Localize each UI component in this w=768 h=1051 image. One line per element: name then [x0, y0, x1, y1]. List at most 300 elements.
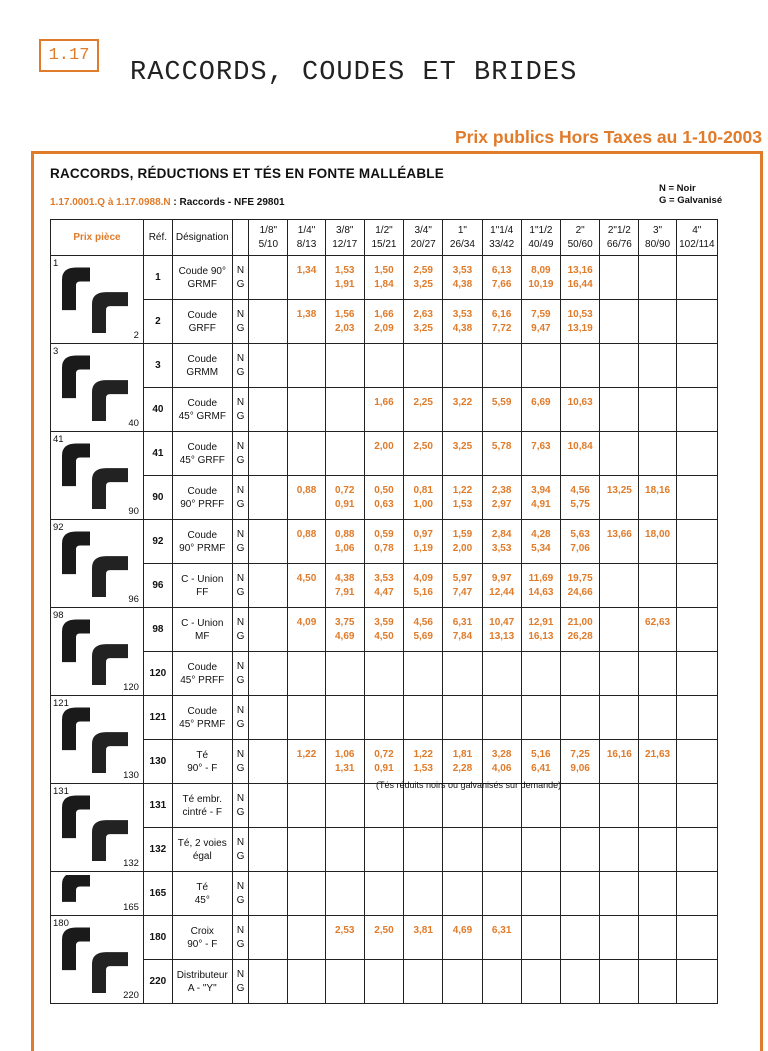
price-galva: [288, 718, 324, 732]
price-noir: [522, 660, 560, 674]
price-galva: [365, 410, 403, 424]
price-galva: [404, 806, 442, 820]
price-noir: 18,16: [645, 484, 671, 496]
price-galva: [522, 454, 560, 468]
price-cell: [443, 872, 482, 916]
price-cell: [364, 916, 403, 960]
row-ref: 40: [143, 388, 172, 432]
price-noir: [639, 880, 675, 894]
size-mm: 40/49: [528, 238, 554, 250]
price-galva: [483, 806, 521, 820]
finish-noir: N: [236, 484, 245, 496]
designation-line: Té: [196, 881, 209, 893]
price-galva: [522, 366, 560, 380]
price-galva: [404, 410, 442, 424]
price-galva: [443, 674, 481, 688]
size-inch: 4": [692, 224, 702, 236]
designation-line: Coude 90°: [178, 265, 226, 277]
price-galva: 7,66: [491, 278, 512, 290]
price-noir: [326, 836, 364, 850]
table-row: [51, 608, 718, 652]
price-cell: [404, 960, 443, 1004]
price-noir: 5,59: [491, 396, 512, 408]
designation-line: 45° PRMF: [179, 718, 226, 730]
price-cell: [561, 432, 600, 476]
price-galva: [677, 410, 717, 424]
price-galva: [326, 454, 364, 468]
price-galva: [288, 454, 324, 468]
price-noir: [249, 836, 287, 850]
designation-line: FF: [196, 586, 209, 598]
finish-galva: G: [236, 542, 245, 554]
price-galva: [326, 718, 364, 732]
finish-noir: N: [236, 352, 245, 364]
row-finish: [232, 564, 249, 608]
row-designation: [172, 740, 232, 784]
price-cell: [325, 696, 364, 740]
price-cell: [288, 740, 325, 784]
price-noir: 0,88: [334, 528, 355, 540]
price-noir: 7,63: [531, 440, 551, 452]
price-noir: 11,69: [528, 572, 554, 584]
designation-line: GRMF: [187, 278, 217, 290]
price-cell: [561, 344, 600, 388]
price-galva: [326, 850, 364, 864]
price-noir: [677, 484, 717, 498]
price-noir: 10,84: [567, 440, 593, 452]
price-cell: [443, 256, 482, 300]
price-galva: 12,44: [489, 586, 515, 598]
price-cell: [600, 652, 639, 696]
price-galva: 0,78: [374, 542, 394, 554]
price-noir: 1,66: [374, 396, 394, 408]
illustration-label: 96: [128, 594, 139, 605]
price-cell: [639, 388, 676, 432]
table-row: [51, 476, 718, 520]
price-noir: [600, 704, 638, 718]
price-galva: [443, 850, 481, 864]
price-cell: [521, 740, 560, 784]
price-cell: [561, 520, 600, 564]
price-cell: [249, 828, 288, 872]
price-noir: 4,28: [531, 528, 551, 540]
price-cell: [600, 388, 639, 432]
price-noir: 16,16: [606, 748, 632, 760]
price-cell: [288, 432, 325, 476]
price-noir: [677, 748, 717, 762]
price-noir: 3,53: [374, 572, 394, 584]
price-noir: 1,22: [296, 748, 317, 760]
price-galva: [677, 762, 717, 776]
price-galva: [365, 454, 403, 468]
price-cell: [482, 784, 521, 828]
price-noir: 0,59: [374, 528, 394, 540]
price-cell: [482, 696, 521, 740]
price-galva: [561, 850, 599, 864]
price-galva: [600, 806, 638, 820]
size-inch: 3/8": [336, 224, 354, 236]
price-noir: 2,00: [374, 440, 394, 452]
price-noir: [561, 660, 599, 674]
price-galva: 16,13: [528, 630, 554, 642]
price-galva: [522, 982, 560, 996]
price-galva: [365, 894, 403, 908]
price-galva: 0,91: [374, 762, 394, 774]
price-noir: [288, 660, 324, 674]
price-noir: 4,09: [413, 572, 433, 584]
price-noir: [483, 792, 521, 806]
price-galva: 7,84: [452, 630, 473, 642]
price-galva: [249, 322, 287, 336]
price-galva: [483, 718, 521, 732]
price-cell: [249, 432, 288, 476]
price-noir: 1,50: [374, 264, 394, 276]
table-row: [51, 432, 718, 476]
price-galva: [561, 410, 599, 424]
price-cell: [249, 256, 288, 300]
designation-line: Té: [196, 749, 209, 761]
row-designation: [172, 564, 232, 608]
price-noir: [288, 396, 324, 410]
illustration-label: 132: [123, 858, 139, 869]
price-galva: [326, 806, 364, 820]
row-finish: [232, 300, 249, 344]
price-galva: [249, 806, 287, 820]
pipe-fitting-icon: [54, 435, 138, 517]
fitting-illustration-cell: [51, 784, 144, 872]
col-prix-piece: Prix pièce: [51, 220, 144, 256]
price-galva: [326, 674, 364, 688]
price-galva: 9,06: [570, 762, 590, 774]
designation-line: Coude: [187, 353, 217, 365]
price-noir: 19,75: [567, 572, 593, 584]
fitting-illustration-cell: [51, 256, 144, 344]
price-noir: [561, 880, 599, 894]
price-galva: [677, 806, 717, 820]
row-finish: [232, 872, 249, 916]
table-row: [51, 520, 718, 564]
price-galva: [443, 366, 481, 380]
price-cell: [600, 564, 639, 608]
price-cell: [325, 344, 364, 388]
price-noir: 1,53: [334, 264, 355, 276]
price-noir: 0,50: [374, 484, 394, 496]
price-galva: [404, 718, 442, 732]
row-ref: 132: [143, 828, 172, 872]
price-noir: 0,97: [413, 528, 433, 540]
price-cell: [482, 916, 521, 960]
price-noir: [639, 264, 675, 278]
price-cell: [443, 652, 482, 696]
price-galva: 2,28: [452, 762, 473, 774]
table-row: [51, 960, 718, 1004]
price-cell: [521, 608, 560, 652]
price-cell: [249, 388, 288, 432]
price-galva: 3,25: [413, 278, 433, 290]
price-noir: 1,56: [334, 308, 355, 320]
col-ref: Réf.: [143, 220, 172, 256]
pipe-fitting-icon: [54, 875, 138, 913]
legend-noir: N = Noir: [659, 183, 696, 194]
price-galva: [522, 718, 560, 732]
price-noir: [249, 308, 287, 322]
price-noir: 1,59: [452, 528, 473, 540]
price-noir: [249, 484, 287, 498]
price-galva: 0,91: [334, 498, 355, 510]
price-cell: [521, 696, 560, 740]
price-noir: 4,56: [570, 484, 590, 496]
price-cell: [482, 960, 521, 1004]
size-inch: 1/8": [259, 224, 278, 236]
size-mm: 102/114: [679, 238, 715, 250]
price-cell: [404, 256, 443, 300]
price-galva: 0,63: [374, 498, 394, 510]
col-size: [676, 220, 717, 256]
price-galva: [483, 674, 521, 688]
section-number: 1.17: [39, 39, 99, 72]
price-cell: [561, 256, 600, 300]
col-size: [288, 220, 325, 256]
finish-galva: G: [236, 322, 245, 334]
price-noir: [677, 660, 717, 674]
price-galva: 1,19: [413, 542, 433, 554]
price-galva: [326, 894, 364, 908]
price-noir: 62,63: [645, 616, 671, 628]
price-cell: [404, 564, 443, 608]
col-designation: Désignation: [172, 220, 232, 256]
price-noir: [365, 968, 403, 982]
size-mm: 66/76: [606, 238, 632, 250]
designation-line: égal: [192, 850, 212, 862]
price-noir: 3,22: [452, 396, 473, 408]
price-cell: [288, 476, 325, 520]
price-galva: [326, 366, 364, 380]
price-galva: 7,06: [570, 542, 590, 554]
page-title: RACCORDS, COUDES ET BRIDES: [130, 58, 578, 88]
price-galva: 5,69: [413, 630, 433, 642]
price-noir: [639, 352, 675, 366]
price-galva: [561, 982, 599, 996]
price-cell: [676, 564, 717, 608]
price-noir: [443, 352, 481, 366]
price-cell: [561, 784, 600, 828]
price-galva: 13,13: [489, 630, 515, 642]
price-noir: [600, 836, 638, 850]
price-noir: 3,25: [452, 440, 473, 452]
price-galva: [639, 542, 675, 556]
price-galva: [522, 806, 560, 820]
price-galva: [600, 674, 638, 688]
price-galva: [639, 674, 675, 688]
price-galva: [404, 850, 442, 864]
price-noir: 0,81: [413, 484, 433, 496]
price-noir: [677, 880, 717, 894]
price-cell: [561, 916, 600, 960]
size-inch: 1/4": [297, 224, 316, 236]
price-noir: [249, 968, 287, 982]
price-noir: [561, 968, 599, 982]
price-noir: [288, 352, 324, 366]
row-designation: [172, 872, 232, 916]
price-cell: [364, 432, 403, 476]
price-cell: [364, 608, 403, 652]
price-galva: [600, 586, 638, 600]
finish-noir: N: [236, 660, 245, 672]
designation-line: Coude: [187, 485, 217, 497]
price-noir: [326, 880, 364, 894]
price-noir: [365, 704, 403, 718]
row-ref: 1: [143, 256, 172, 300]
price-noir: 7,59: [531, 308, 551, 320]
row-finish: [232, 608, 249, 652]
price-cell: [521, 344, 560, 388]
illustration-label: 121: [53, 698, 69, 709]
price-noir: 10,47: [489, 616, 515, 628]
price-cell: [288, 784, 325, 828]
price-cell: [325, 300, 364, 344]
table-row: [51, 300, 718, 344]
size-mm: 26/34: [449, 238, 475, 250]
illustration-label: 130: [123, 770, 139, 781]
size-inch: 1"1/4: [490, 224, 514, 236]
price-galva: [639, 762, 675, 776]
price-cell: [249, 652, 288, 696]
price-galva: [677, 366, 717, 380]
price-cell: [482, 300, 521, 344]
price-cell: [325, 740, 364, 784]
price-cell: [639, 696, 676, 740]
price-cell: [639, 740, 676, 784]
legend-galva: G = Galvanisé: [659, 195, 723, 206]
price-noir: [483, 836, 521, 850]
price-galva: [288, 674, 324, 688]
price-galva: [249, 718, 287, 732]
size-inch: 1/2": [375, 224, 393, 236]
price-cell: [521, 432, 560, 476]
price-noir: [365, 836, 403, 850]
price-galva: [404, 894, 442, 908]
price-galva: [288, 278, 324, 292]
price-galva: [483, 410, 521, 424]
price-cell: [482, 608, 521, 652]
legend: [659, 183, 722, 207]
price-galva: [600, 894, 638, 908]
finish-noir: N: [236, 836, 245, 848]
price-cell: [676, 872, 717, 916]
price-galva: 7,91: [334, 586, 355, 598]
price-cell: [364, 872, 403, 916]
price-galva: [404, 938, 442, 952]
price-cell: [639, 564, 676, 608]
finish-noir: N: [236, 924, 245, 936]
price-galva: 2,00: [452, 542, 473, 554]
price-galva: [288, 586, 324, 600]
price-noir: [365, 352, 403, 366]
price-galva: [522, 938, 560, 952]
price-galva: [483, 366, 521, 380]
price-cell: [639, 256, 676, 300]
price-galva: [288, 806, 324, 820]
price-noir: 0,72: [334, 484, 355, 496]
price-galva: [249, 366, 287, 380]
price-cell: [325, 388, 364, 432]
price-noir: 2,38: [491, 484, 512, 496]
price-noir: [639, 308, 675, 322]
finish-galva: G: [236, 850, 245, 862]
finish-galva: G: [236, 718, 245, 730]
price-galva: [443, 938, 481, 952]
price-cell: [676, 608, 717, 652]
price-noir: [404, 968, 442, 982]
price-cell: [364, 740, 403, 784]
price-noir: [404, 704, 442, 718]
price-cell: [639, 476, 676, 520]
price-cell: [600, 916, 639, 960]
price-cell: [249, 784, 288, 828]
price-cell: [561, 696, 600, 740]
table-row: [51, 564, 718, 608]
fitting-illustration-cell: [51, 344, 144, 432]
row-ref: 165: [143, 872, 172, 916]
reference-text: : Raccords - NFE 29801: [170, 197, 285, 208]
price-cell: [600, 828, 639, 872]
price-cell: [404, 432, 443, 476]
price-cell: [325, 476, 364, 520]
table-row: [51, 256, 718, 300]
price-galva: [677, 498, 717, 512]
illustration-label: 41: [53, 434, 64, 445]
price-galva: [483, 850, 521, 864]
col-size: [600, 220, 639, 256]
price-galva: [326, 982, 364, 996]
price-cell: [443, 960, 482, 1004]
row-designation: [172, 652, 232, 696]
price-cell: [600, 344, 639, 388]
price-galva: [600, 630, 638, 644]
finish-galva: G: [236, 630, 245, 642]
price-noir: [639, 396, 675, 410]
price-cell: [249, 300, 288, 344]
designation-line: 90° PRMF: [179, 542, 226, 554]
price-noir: 6,69: [531, 396, 551, 408]
price-galva: [677, 938, 717, 952]
size-inch: 3": [653, 224, 663, 236]
price-cell: [364, 696, 403, 740]
price-noir: 4,38: [334, 572, 355, 584]
finish-noir: N: [236, 308, 245, 320]
price-cell: [600, 432, 639, 476]
price-galva: [249, 894, 287, 908]
size-mm: 15/21: [371, 238, 397, 250]
finish-noir: N: [236, 616, 245, 628]
price-galva: [249, 586, 287, 600]
finish-noir: N: [236, 968, 245, 980]
illustration-label: 98: [53, 610, 64, 621]
size-inch: 1"1/2: [529, 224, 553, 236]
price-cell: [639, 608, 676, 652]
row-designation: [172, 696, 232, 740]
price-cell: [561, 872, 600, 916]
designation-line: Té embr.: [182, 793, 222, 805]
price-noir: [288, 968, 324, 982]
price-noir: [443, 880, 481, 894]
price-noir: [639, 572, 675, 586]
price-noir: [522, 924, 560, 938]
fitting-illustration-cell: [51, 916, 144, 1004]
price-galva: [677, 982, 717, 996]
price-noir: [249, 528, 287, 542]
price-noir: [561, 792, 599, 806]
